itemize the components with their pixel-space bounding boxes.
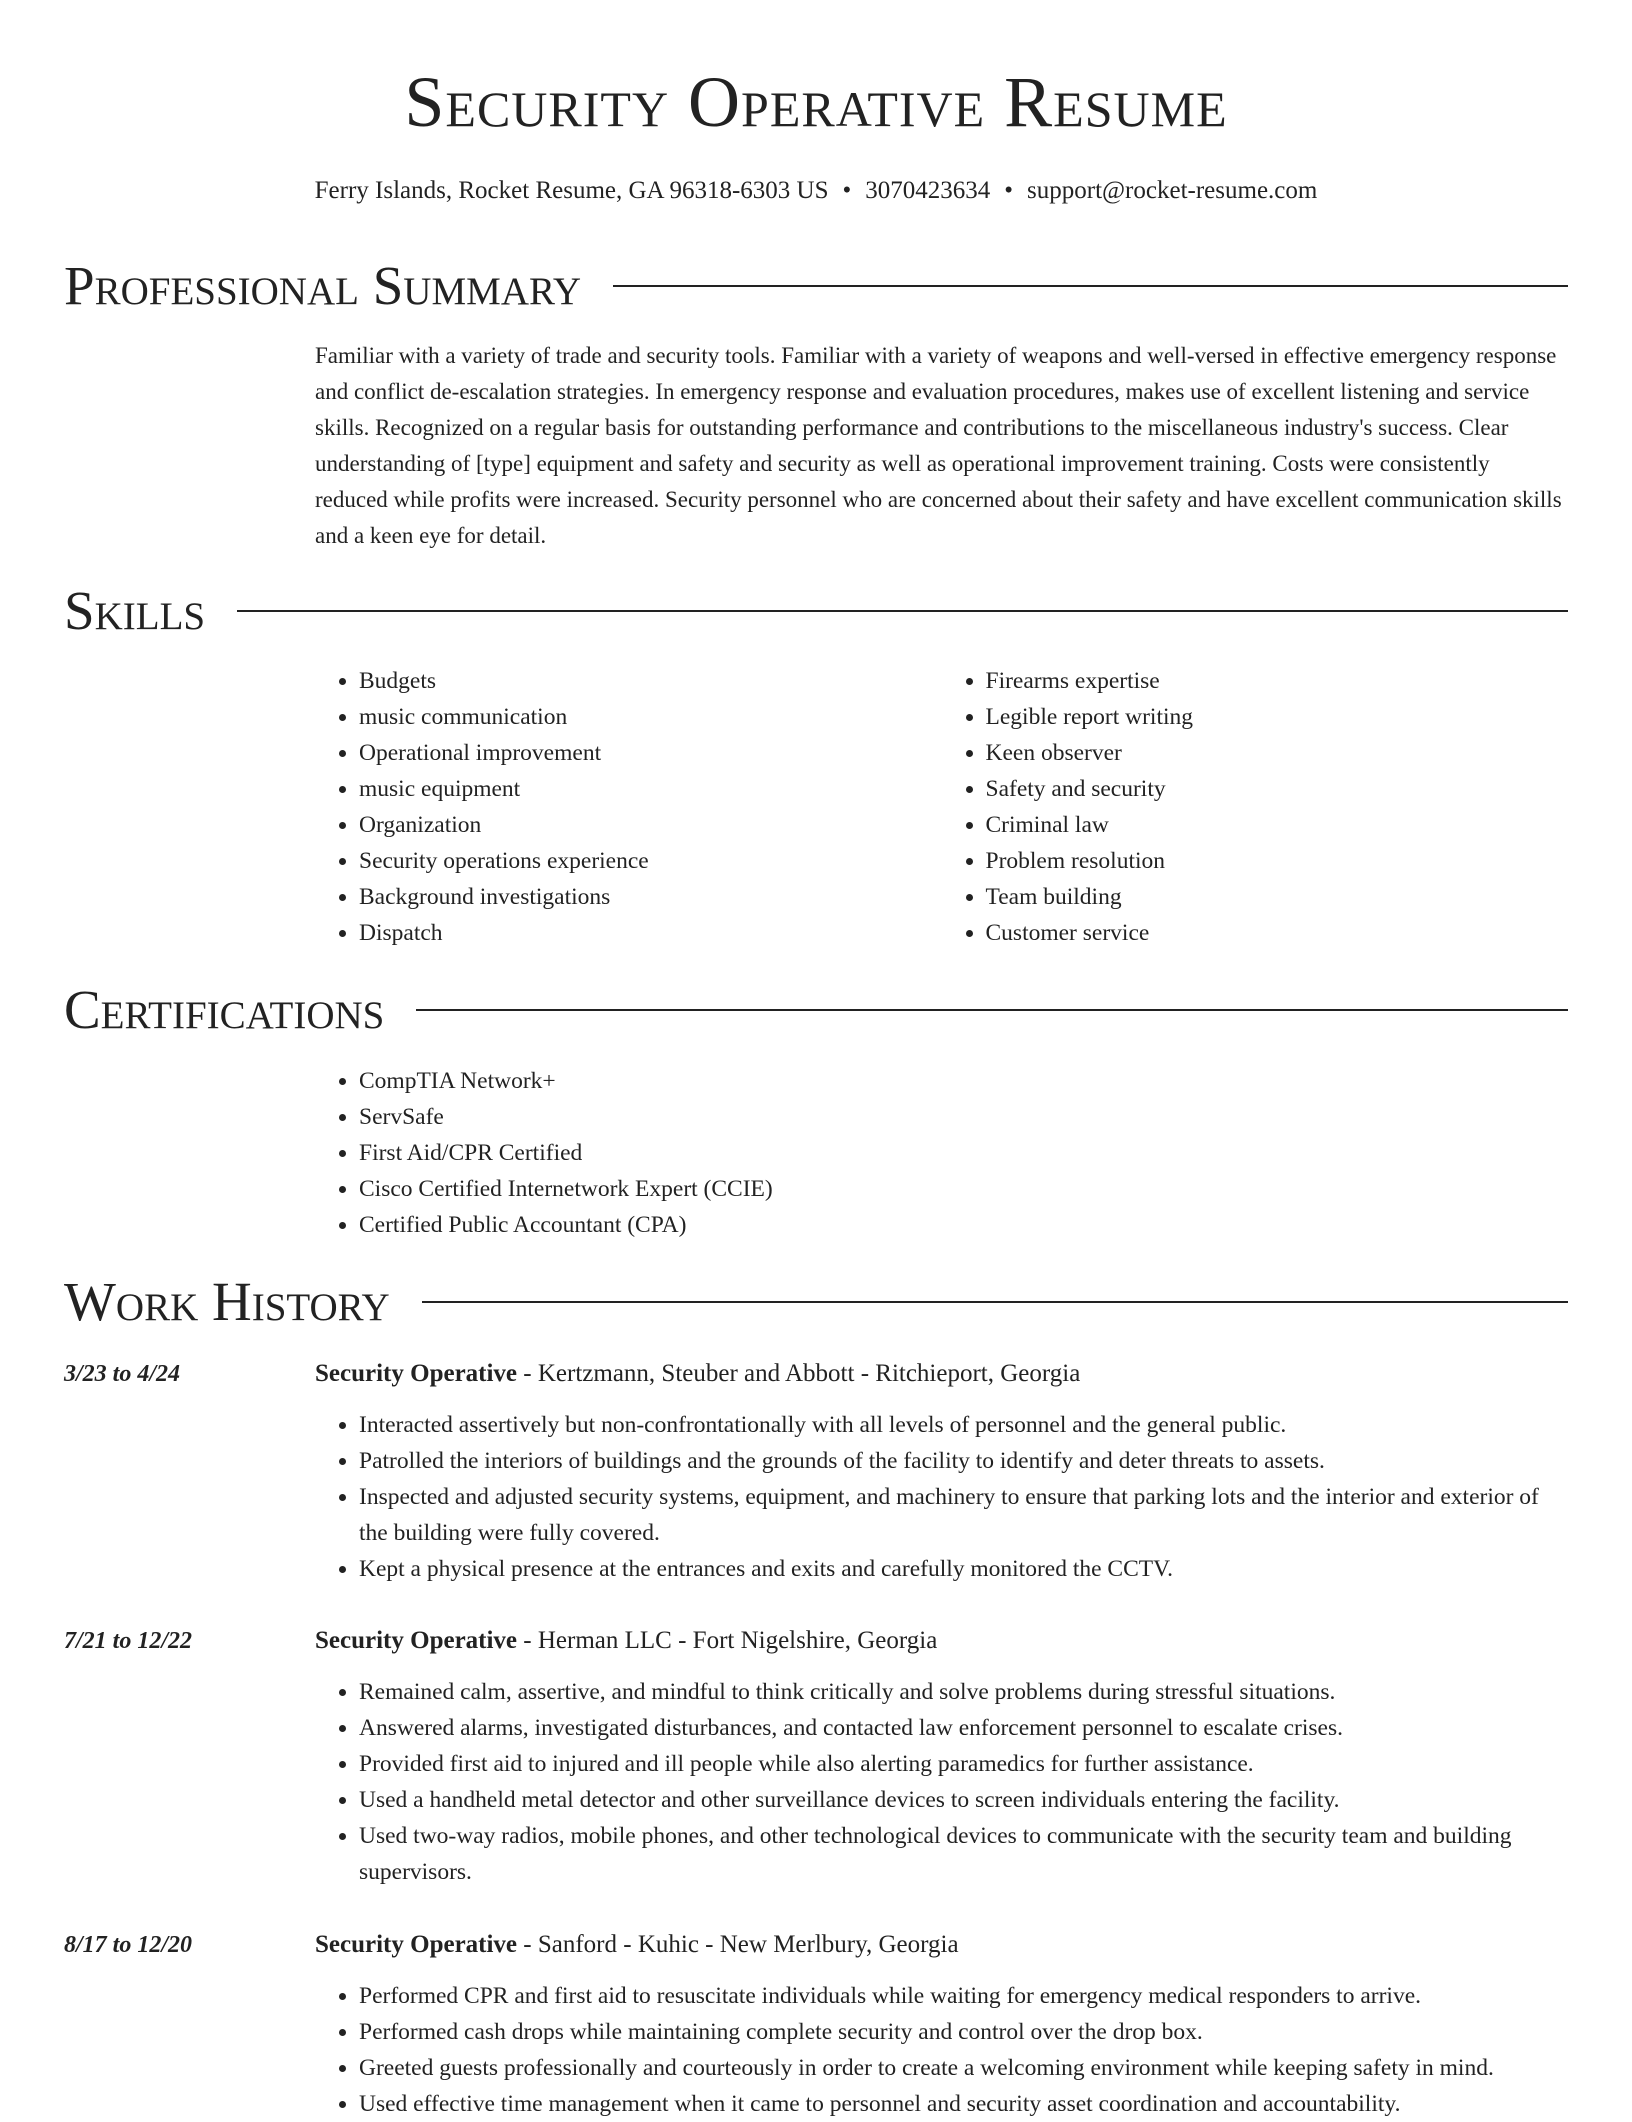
contact-separator: • xyxy=(1004,177,1014,204)
job-duty-item: • Used effective time management when it came to personnel and security asset coordination and accountability. xyxy=(359,2086,1568,2122)
section-divider xyxy=(237,610,1568,612)
certification-item: • Cisco Certified Internetwork Expert (CCIE) xyxy=(359,1171,1568,1207)
job-duties xyxy=(315,1674,1568,1890)
job-title: Security Operative xyxy=(315,1360,518,1387)
work-history-heading: Work History xyxy=(64,1271,390,1332)
job-duty-item: • Used a handheld metal detector and other surveillance devices to screen individuals entering the facility. xyxy=(359,1782,1568,1818)
job-dates: 8/17 to 12/20 xyxy=(64,1932,193,1958)
certification-item: • CompTIA Network+ xyxy=(359,1063,1568,1099)
job-employer: - Kertzmann, Steuber and Abbott - Ritchieport, Georgia xyxy=(517,1360,1081,1387)
contact-phone: 3070423634 xyxy=(865,177,991,204)
job-duty-item: • Patrolled the interiors of buildings and the grounds of the facility to identify and deter threats to assets. xyxy=(359,1443,1568,1479)
job-duties xyxy=(315,1978,1568,2122)
job-employer: - Herman LLC - Fort Nigelshire, Georgia xyxy=(517,1627,938,1654)
skills-section-header xyxy=(64,581,1568,641)
skill-item: • music equipment xyxy=(359,771,942,807)
certifications-section-header xyxy=(64,980,1568,1040)
job-dates: 7/21 to 12/22 xyxy=(64,1628,193,1654)
skill-item: • Criminal law xyxy=(986,807,1569,843)
skills-heading: Skills xyxy=(64,580,206,641)
certifications-list xyxy=(315,1063,1568,1243)
skills-column-left xyxy=(315,663,942,951)
job-heading xyxy=(315,1927,1568,1963)
certifications-heading: Certifications xyxy=(64,979,385,1040)
work-history-section-header xyxy=(64,1272,1568,1332)
skill-item: • Dispatch xyxy=(359,915,942,951)
skill-item: • Background investigations xyxy=(359,879,942,915)
skill-item: • Security operations experience xyxy=(359,843,942,879)
job-duty-item: • Performed cash drops while maintaining complete security and control over the drop box. xyxy=(359,2014,1568,2050)
certification-item: • First Aid/CPR Certified xyxy=(359,1135,1568,1171)
certification-item: • Certified Public Accountant (CPA) xyxy=(359,1207,1568,1243)
contact-email: support@rocket-resume.com xyxy=(1027,177,1318,204)
summary-body xyxy=(315,338,1568,554)
skill-item: • Operational improvement xyxy=(359,735,942,771)
skill-item: • Team building xyxy=(986,879,1569,915)
job-duty-item: • Provided first aid to injured and ill people while also alerting paramedics for further assistance. xyxy=(359,1746,1568,1782)
page-title: Security Operative Resume xyxy=(404,62,1228,142)
job-duty-item: • Used two-way radios, mobile phones, and other technological devices to communicate with the security team and building supervisors. xyxy=(359,1818,1568,1890)
skill-item: • Organization xyxy=(359,807,942,843)
job-duty-item: • Kept a physical presence at the entrances and exits and carefully monitored the CCTV. xyxy=(359,1551,1568,1587)
job-duty-item: • Performed CPR and first aid to resuscitate individuals while waiting for emergency medical responders to arrive. xyxy=(359,1978,1568,2014)
section-divider xyxy=(416,1009,1568,1011)
job-duties xyxy=(315,1407,1568,1587)
contact-separator: • xyxy=(842,177,852,204)
job-dates: 3/23 to 4/24 xyxy=(64,1361,181,1387)
summary-section-header xyxy=(64,256,1568,316)
job-duty-item: • Answered alarms, investigated disturbances, and contacted law enforcement personnel to escalate crises. xyxy=(359,1710,1568,1746)
skill-item: • Customer service xyxy=(986,915,1569,951)
job-duty-item: • Greeted guests professionally and courteously in order to create a welcoming environment while keeping safety in mind. xyxy=(359,2050,1568,2086)
skill-item: • Budgets xyxy=(359,663,942,699)
section-divider xyxy=(422,1301,1568,1303)
job-heading xyxy=(315,1356,1568,1392)
contact-address: Ferry Islands, Rocket Resume, GA 96318-6303 US xyxy=(314,177,829,204)
skill-item: • music communication xyxy=(359,699,942,735)
section-divider xyxy=(613,285,1568,287)
job-heading xyxy=(315,1623,1568,1659)
job-duty-item: • Inspected and adjusted security systems, equipment, and machinery to ensure that parking lots and the interior and exterior of the building were fully covered. xyxy=(359,1479,1568,1551)
skill-item: • Safety and security xyxy=(986,771,1569,807)
skill-item: • Problem resolution xyxy=(986,843,1569,879)
job-title: Security Operative xyxy=(315,1931,518,1958)
summary-text: Familiar with a variety of trade and security tools. Familiar with a variety of weapons and well-versed in effective emergency response and conflict de-escalation strategies. In emergency response and evaluation procedures, makes use of excellent listening and service skills. Recognized on a regular basis for outstanding performance and contributions to the miscellaneous industry's success. Clear understanding of [type] equipment and safety and security as well as operational improvement training. Costs were consistently reduced while profits were increased. Security personnel who are concerned about their safety and have excellent communication skills and a keen eye for detail. xyxy=(315,343,1562,548)
job-duty-item: • Interacted assertively but non-confrontationally with all levels of personnel and the general public. xyxy=(359,1407,1568,1443)
job-employer: - Sanford - Kuhic - New Merlbury, Georgia xyxy=(517,1931,959,1958)
skill-item: • Legible report writing xyxy=(986,699,1569,735)
certification-item: • ServSafe xyxy=(359,1099,1568,1135)
contact-line xyxy=(0,174,1632,208)
skills-list xyxy=(315,663,1568,951)
job-duty-item: • Remained calm, assertive, and mindful to think critically and solve problems during stressful situations. xyxy=(359,1674,1568,1710)
skill-item: • Keen observer xyxy=(986,735,1569,771)
job-title: Security Operative xyxy=(315,1627,518,1654)
skill-item: • Firearms expertise xyxy=(986,663,1569,699)
summary-heading: Professional Summary xyxy=(64,255,582,316)
skills-column-right xyxy=(942,663,1569,951)
